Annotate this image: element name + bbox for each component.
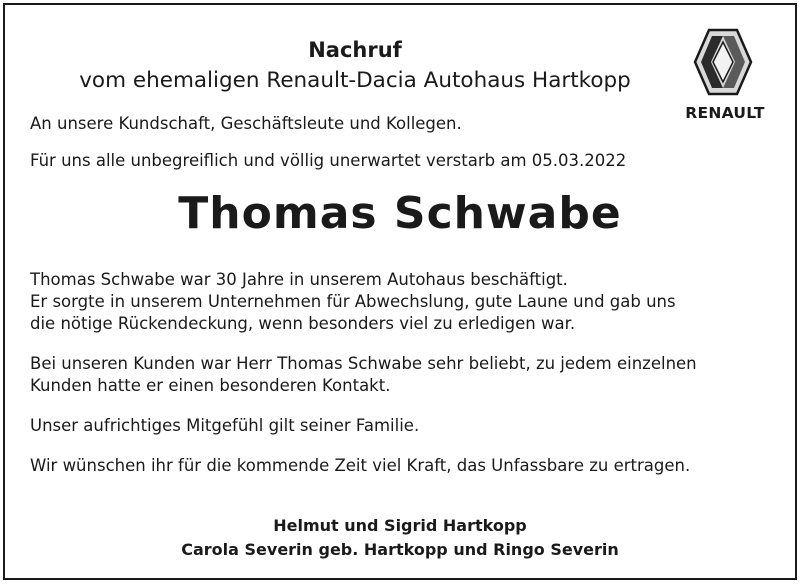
paragraph-line: Bei unseren Kunden war Herr Thomas Schwabe sehr beliebt, zu jedem einzelnen	[30, 354, 697, 373]
paragraph-line: Thomas Schwabe war 30 Jahre in unserem Autohaus beschäftigt.	[30, 270, 568, 289]
greeting-line: An unsere Kundschaft, Geschäftsleute und Kollegen.	[30, 114, 462, 133]
obituary-title: Nachruf	[308, 38, 402, 62]
paragraph-line: Kunden hatte er einen besonderen Kontakt.	[30, 376, 391, 395]
signature-line: Carola Severin geb. Hartkopp und Ringo Severin	[181, 540, 619, 559]
obituary-subtitle: vom ehemaligen Renault-Dacia Autohaus Hartkopp	[79, 68, 631, 93]
paragraph-line: die nötige Rückendeckung, wenn besonders viel zu erledigen war.	[30, 314, 576, 333]
renault-diamond-icon	[693, 28, 753, 96]
announcement-line: Für uns alle unbegreiflich und völlig unerwartet verstarb am 05.03.2022	[30, 151, 627, 170]
deceased-name: Thomas Schwabe	[178, 188, 622, 239]
signature-line: Helmut und Sigrid Hartkopp	[273, 516, 527, 535]
paragraph-condolence: Unser aufrichtiges Mitgefühl gilt seiner Familie.	[30, 416, 420, 435]
paragraph-line: Er sorgte in unserem Unternehmen für Abwechslung, gute Laune und gab uns	[30, 292, 676, 311]
renault-logo-text: RENAULT	[685, 104, 765, 122]
paragraph-wishes: Wir wünschen ihr für die kommende Zeit viel Kraft, das Unfassbare zu ertragen.	[30, 456, 691, 475]
